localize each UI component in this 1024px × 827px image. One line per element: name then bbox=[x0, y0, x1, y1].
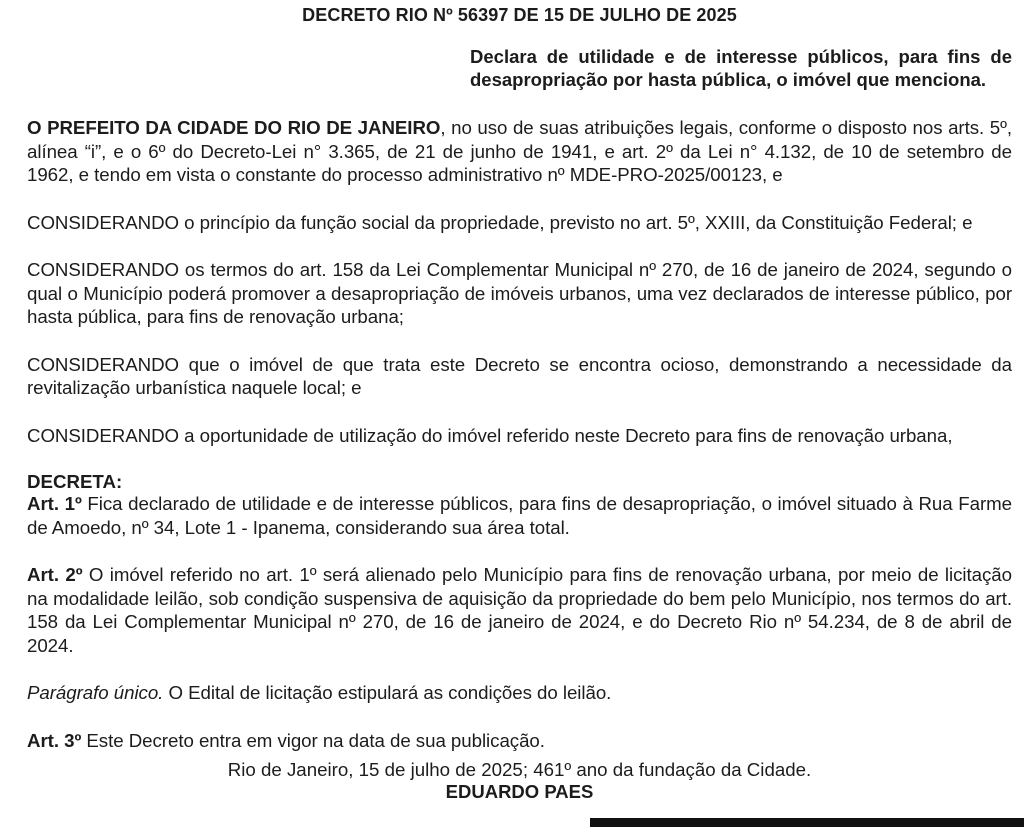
considerando-1: CONSIDERANDO o princípio da função social da propriedade, previsto no art. 5º, XXIII, da Constituição Federal; e bbox=[27, 211, 973, 233]
preamble-paragraph bbox=[27, 116, 1012, 187]
article-2-label: Art. 2º bbox=[27, 564, 83, 585]
preamble-authority: O PREFEITO DA CIDADE DO RIO DE JANEIRO bbox=[27, 117, 441, 138]
closing-date-line: Rio de Janeiro, 15 de julho de 2025; 461º ano da fundação da Cidade. bbox=[227, 759, 812, 780]
summary-line-1: Declara de utilidade e de interesse públicos, para fins de bbox=[470, 46, 1012, 67]
article-3-text: Este Decreto entra em vigor na data de sua publicação. bbox=[81, 729, 545, 751]
decreta-label: DECRETA: bbox=[27, 471, 123, 492]
bottom-divider-bar bbox=[590, 818, 1024, 827]
paragrafo-unico-label: Parágrafo único. bbox=[27, 682, 164, 703]
decree-page bbox=[27, 0, 1012, 752]
considerando-2: CONSIDERANDO os termos do art. 158 da Lei Complementar Municipal nº 270, de 16 de janeiro de 2024, segundo o qual o Município poderá promover a desapropriação de imóveis urbanos, uma vez declarados de interesse público, por hasta pública, para fins de renovação urbana; bbox=[27, 259, 1012, 327]
closing-block bbox=[27, 758, 1012, 803]
decree-summary bbox=[470, 45, 1012, 91]
considerando-3: CONSIDERANDO que o imóvel de que trata este Decreto se encontra ocioso, demonstrando a necessidade da revitalização urbanística naquele local; e bbox=[27, 353, 1012, 398]
paragrafo-unico bbox=[27, 681, 1012, 705]
article-1-label: Art. 1º bbox=[27, 493, 82, 514]
article-2-text: O imóvel referido no art. 1º será alienado pelo Município para fins de renovação urbana, por meio de licitação na modalidade leilão, sob condição suspensiva de aquisição da propriedade do bem pelo Município, nos termos do art. 158 da Lei Complementar Municipal nº 270, de 16 de janeiro de 2024, e do Decreto Rio nº 54.234, de 8 de abril de 2024. bbox=[27, 564, 1012, 656]
article-2 bbox=[27, 563, 1012, 657]
preamble-text: , no uso de suas atribuições legais, conforme o disposto nos arts. 5º, alínea “i”, e o 6º do Decreto-Lei n° 3.365, de 21 de junho de 1941, e art. 2º da Lei n° 4.132, de 10 de setembro de 1962, e tendo em vista o constante do processo administrativo nº MDE-PRO-2025/00123, e bbox=[27, 117, 1013, 185]
decree-title: DECRETO RIO Nº 56397 DE 15 DE JULHO DE 2025 bbox=[302, 5, 737, 25]
article-1-text: Fica declarado de utilidade e de interesse públicos, para fins de desapropriação, o imóvel situado à Rua Farme de Amoedo, nº 34, Lote 1 - Ipanema, considerando sua área total. bbox=[27, 493, 1012, 538]
signature: EDUARDO PAES bbox=[445, 781, 594, 802]
considerando-4: CONSIDERANDO a oportunidade de utilização do imóvel referido neste Decreto para fins de renovação urbana, bbox=[27, 424, 953, 446]
summary-line-2: desapropriação por hasta pública, o imóvel que menciona. bbox=[470, 69, 987, 90]
article-1 bbox=[27, 492, 1012, 539]
article-3-label: Art. 3º bbox=[27, 729, 82, 751]
article-3 bbox=[27, 729, 1012, 753]
paragrafo-unico-text: O Edital de licitação estipulará as condições do leilão. bbox=[163, 682, 612, 703]
